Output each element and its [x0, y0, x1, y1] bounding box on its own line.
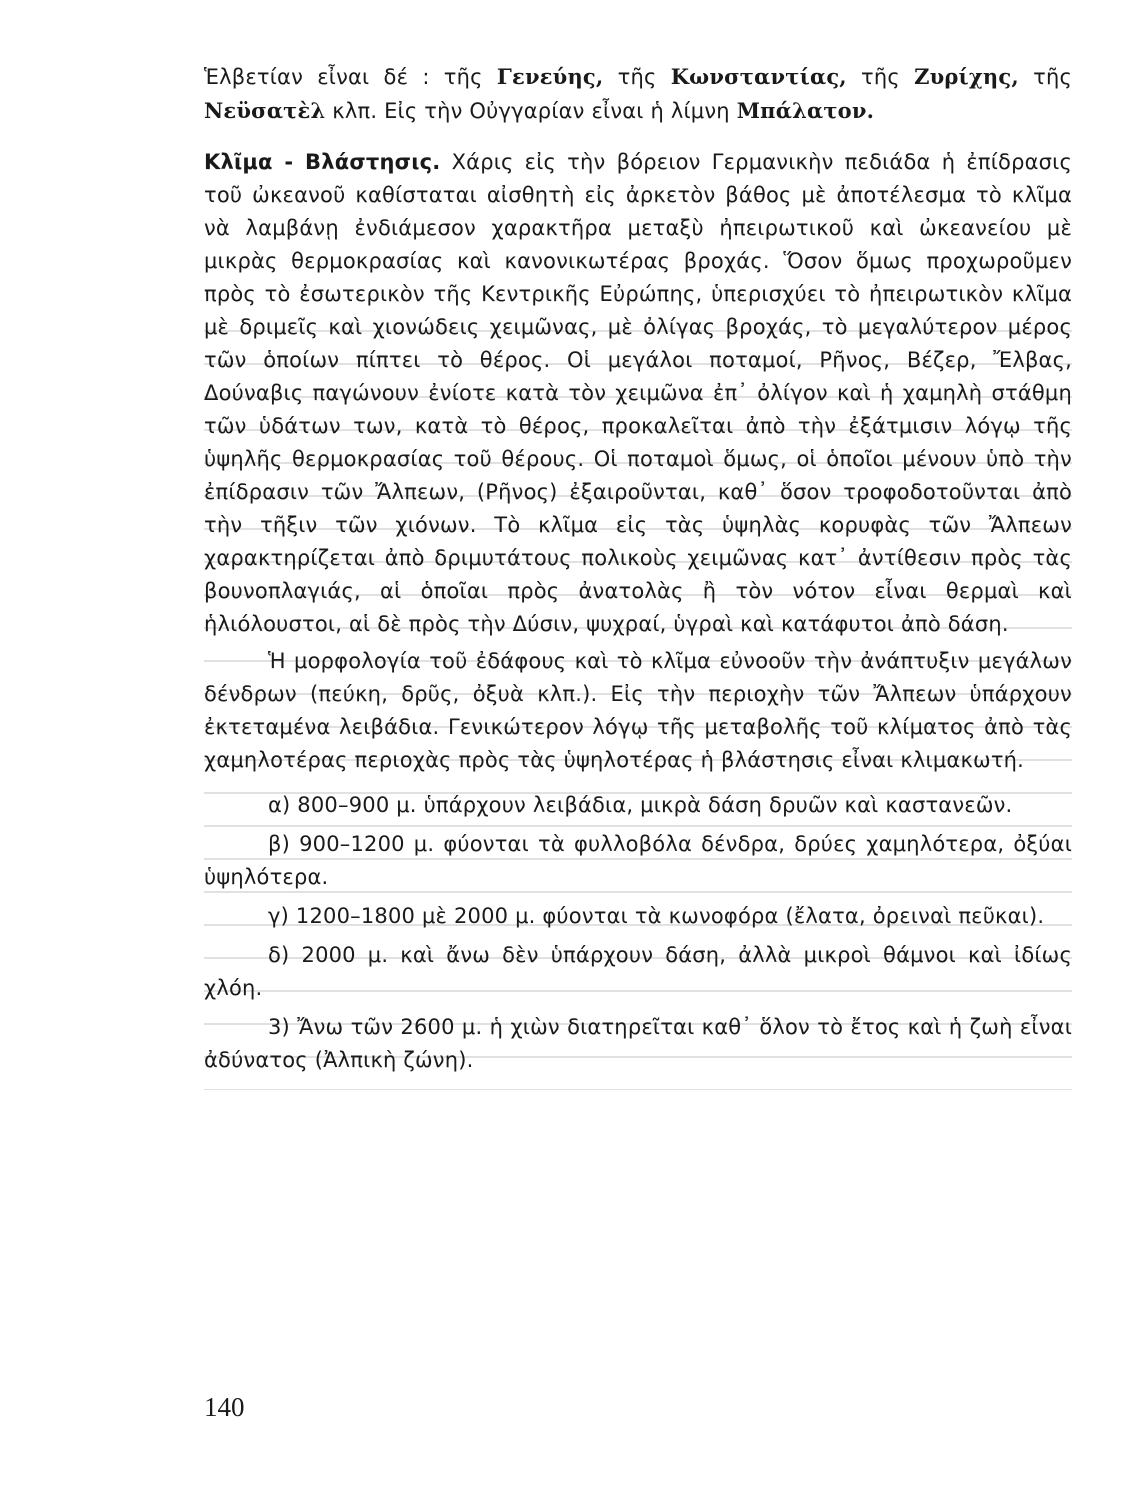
paragraph-morphology	[204, 645, 1072, 777]
segment: 3) Ἄνω τῶν 2600 μ. ἡ χιὼν διατηρεῖται καθ᾽ ὅλον τὸ ἔτος καὶ ἡ ζωὴ εἶναι ἀδύνατος (Ἀλπικὴ ζώνη).	[204, 1015, 1072, 1072]
segment: κλπ. Εἰς τὴν Οὐγγαρίαν εἶναι ἡ λίμνη	[325, 99, 737, 123]
list-item-3	[204, 1011, 1072, 1077]
paragraph-climate	[204, 146, 1072, 641]
city-neuchatel: Νεϋσατὲλ	[204, 98, 326, 123]
paragraph-cities-lake	[204, 60, 1072, 128]
segment: Ἡ μορφολογία τοῦ ἐδάφους καὶ τὸ κλῖμα εὐνοοῦν τὴν ἀνάπτυξιν μεγάλων δένδρων (πεύκη, δρῦς, ὀξυὰ κλπ.). Εἰς τὴν περιοχὴν τῶν Ἄλπεων ὑπάρχουν ἐκτεταμένα λειβάδια. Γενικώτερον λόγῳ τῆς μεταβολῆς τοῦ κλίματος ἀπὸ τὰς χαμηλοτέρας περιοχὰς πρὸς τὰς ὑψηλοτέρας ἡ βλάστησις εἶναι κλιμακωτή.	[204, 649, 1072, 772]
list-item-d	[204, 939, 1072, 1005]
lake-balaton: Μπάλατον.	[736, 98, 875, 123]
body-text	[204, 60, 1072, 1077]
segment: α) 800–900 μ. ὑπάρχουν λειβάδια, μικρὰ δάση δρυῶν καὶ καστανεῶν.	[268, 793, 1013, 817]
segment: Χάρις εἰς τὴν βόρειον Γερμανικὴν πεδιάδα ἡ ἐπίδρασις τοῦ ὠκεανοῦ καθίσταται αἰσθητὴ εἰς ἀρκετὸν βάθος μὲ ἀποτέλεσμα τὸ κλῖμα νὰ λαμβάνῃ ἐνδιάμεσον χαρακτῆρα μεταξὺ ἠπειρωτικοῦ καὶ ὠκεανείου μὲ μικρὰς θερμοκρασίας καὶ κανονικωτέρας βροχάς. Ὅσον ὅμως προχωροῦμεν πρὸς τὸ ἐσωτερικὸν τῆς Κεντρικῆς Εὐρώπης, ὑπερισχύει τὸ ἠπειρωτικὸν κλῖμα μὲ δριμεῖς καὶ χιονώδεις χειμῶνας, μὲ ὀλίγας βροχάς, τὸ μεγαλύτερον μέρος τῶν ὁποίων πίπτει τὸ θέρος. Οἱ μεγάλοι ποταμοί, Ρῆνος, Βέζερ, Ἔλβας, Δούναβις παγώνουν ἐνίοτε κατὰ τὸν χειμῶνα ἐπ᾽ ὀλίγον καὶ ἡ χαμηλὴ στάθμη τῶν ὑδάτων των, κατὰ τὸ θέρος, προκαλεῖται ἀπὸ τὴν ἐξάτμισιν λόγῳ τῆς ὑψηλῆς θερμοκρασίας τοῦ θέρους. Οἱ ποταμοὶ ὅμως, οἱ ὁποῖοι μένουν ὑπὸ τὴν ἐπίδρασιν τῶν Ἄλπεων, (Ρῆνος) ἐξαιροῦνται, καθ᾽ ὅσον τροφοδοτοῦνται ἀπὸ τὴν τῆξιν τῶν χιόνων. Τὸ κλῖμα εἰς τὰς ὑψηλὰς κορυφὰς τῶν Ἄλπεων χαρακτηρίζεται ἀπὸ δριμυτάτους πολικοὺς χειμῶνας κατ᾽ ἀντίθεσιν πρὸς τὰς βουνοπλαγιάς, αἱ ὁποῖαι πρὸς ἀνατολὰς ἢ τὸν νότον εἶναι θερμαὶ καὶ ἡλιόλουστοι, αἱ δὲ πρὸς τὴν Δύσιν, ψυχραί, ὑγραὶ καὶ κατάφυτοι ἀπὸ δάση.	[204, 150, 1072, 636]
list-item-c	[204, 900, 1072, 933]
segment: Ἑλβετίαν εἶναι δέ : τῆς	[204, 65, 497, 89]
city-geneva: Γενεύης,	[496, 64, 604, 89]
segment: τῆς	[1018, 65, 1072, 89]
city-zurich: Ζυρίχης,	[914, 64, 1019, 89]
list-item-b	[204, 828, 1072, 894]
city-konstanz: Κωνσταντίας,	[670, 64, 847, 89]
segment: β) 900–1200 μ. φύονται τὰ φυλλοβόλα δένδρα, δρύες χαμηλότερα, ὀξύαι ὑψηλότερα.	[204, 832, 1072, 889]
segment: δ) 2000 μ. καὶ ἄνω δὲν ὑπάρχουν δάση, ἀλλὰ μικροὶ θάμνοι καὶ ἰδίως χλόη.	[204, 943, 1072, 1000]
page-number: 140	[204, 1392, 245, 1422]
list-item-a	[204, 789, 1072, 822]
section-heading-climate-vegetation: Κλῖμα - Βλάστησις.	[204, 150, 441, 174]
segment: γ) 1200–1800 μὲ 2000 μ. φύονται τὰ κωνοφόρα (ἔλατα, ὀρειναὶ πεῦκαι).	[268, 904, 1045, 928]
segment: τῆς	[603, 65, 671, 89]
segment: τῆς	[846, 65, 915, 89]
